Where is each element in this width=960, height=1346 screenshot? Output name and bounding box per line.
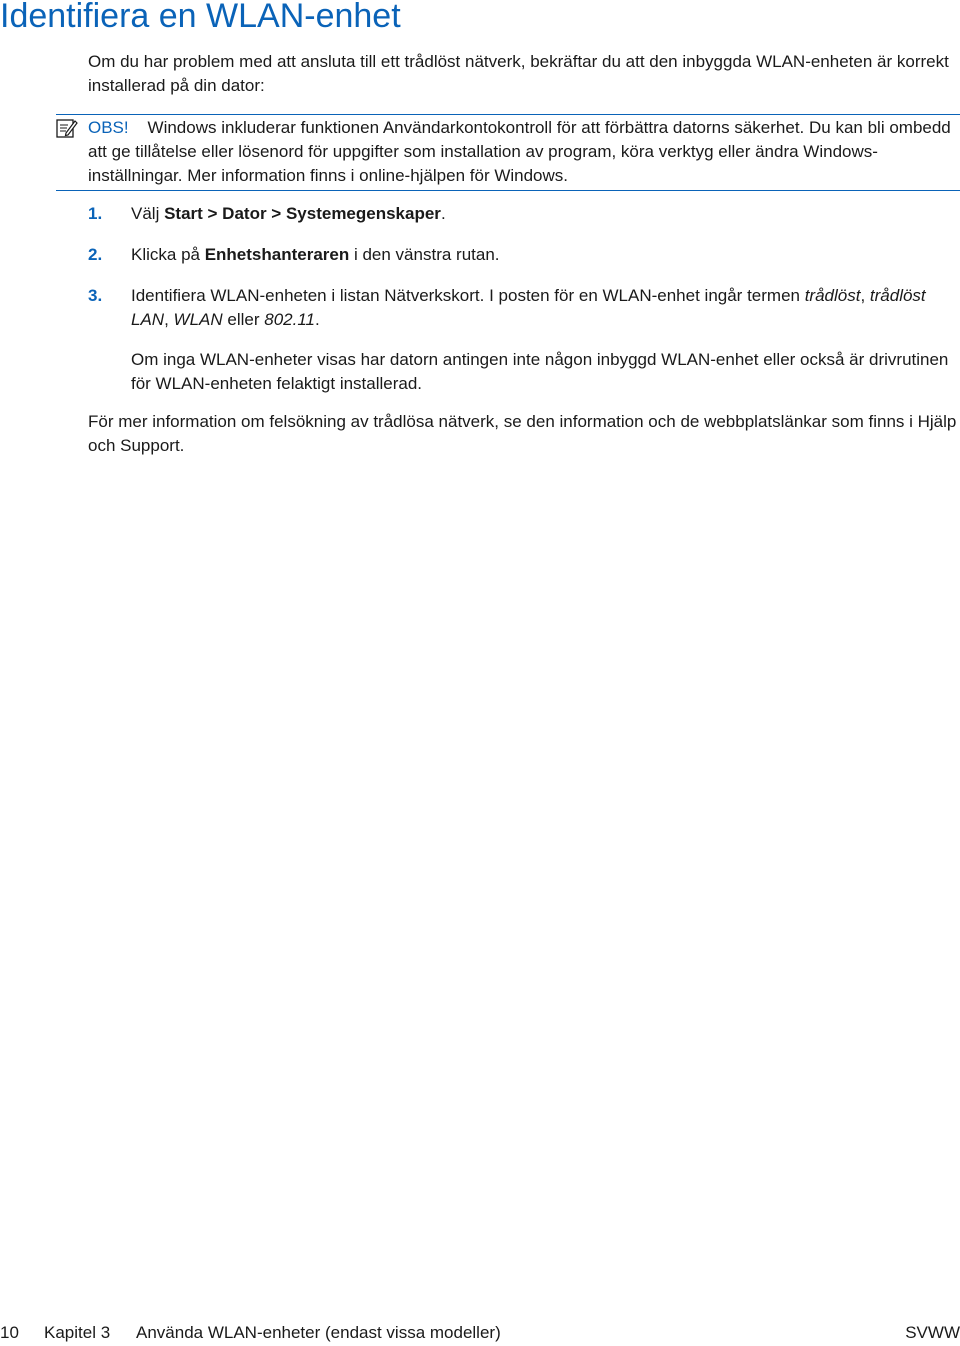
note-body: Windows inkluderar funktionen Användarkontokontroll för att förbättra datorns säkerhet. Du kan bli ombedd att ge tillåtelse eller lösenord för uppgifter som installation av program, köra verktyg eller ändra Windows-inställningar. Mer information finns i online-hjälpen för Windows. — [88, 118, 951, 185]
step-1 — [88, 202, 960, 226]
term-wlan: WLAN — [173, 310, 223, 329]
term-wireless-lan: trådlöst LAN — [131, 286, 926, 329]
note-label: OBS! — [88, 118, 129, 137]
term-separator: eller — [222, 310, 265, 329]
step-path: Start > Dator > Systemegenskaper — [164, 204, 441, 223]
step-text-post: . — [440, 204, 446, 223]
term-80211: 802.11 — [264, 310, 315, 329]
page-number: 10 — [0, 1323, 19, 1342]
note-pencil-icon — [56, 117, 78, 139]
closing-paragraph: För mer information om felsökning av trådlösa nätverk, se den information och de webbplatslänkar som finns i Hjälp och Support. — [88, 412, 957, 455]
step-text — [131, 243, 960, 267]
document-code: SVWW — [905, 1323, 960, 1342]
page-footer — [0, 1321, 960, 1345]
step-3 — [88, 284, 960, 396]
note-text — [88, 115, 960, 188]
step-number: 3. — [88, 286, 103, 305]
page-title: Identifiera en WLAN-enhet — [0, 0, 401, 35]
step-text-pre: Klicka på — [131, 245, 205, 264]
step-text — [131, 202, 960, 226]
note-box — [56, 114, 960, 191]
intro-paragraph: Om du har problem med att ansluta till ett trådlöst nätverk, bekräftar du att den inbyggda WLAN-enheten är korrekt installerad på din dator: — [88, 52, 949, 95]
step-text-start: Identifiera WLAN-enheten i listan Nätverkskort. I posten för en WLAN-enhet ingår termen — [131, 286, 805, 305]
step-2 — [88, 243, 960, 267]
step-number: 1. — [88, 204, 103, 223]
term-separator: , — [164, 310, 174, 329]
step-text — [131, 284, 960, 332]
step-number: 2. — [88, 245, 103, 264]
step-text-pre: Välj — [131, 204, 165, 223]
step-target: Enhetshanteraren — [204, 245, 350, 264]
step-sub-paragraph: Om inga WLAN-enheter visas har datorn antingen inte någon inbyggd WLAN-enhet eller också är drivrutinen för WLAN-enheten felaktigt installerad. — [131, 350, 949, 393]
term-wireless: trådlöst — [804, 286, 861, 305]
steps-list — [88, 202, 960, 413]
chapter-title: Använda WLAN-enheter (endast vissa modeller) — [136, 1323, 501, 1342]
chapter-label: Kapitel 3 — [44, 1323, 111, 1342]
term-separator: , — [860, 286, 870, 305]
step-text-end: . — [314, 310, 320, 329]
step-text-post: i den vänstra rutan. — [349, 245, 500, 264]
